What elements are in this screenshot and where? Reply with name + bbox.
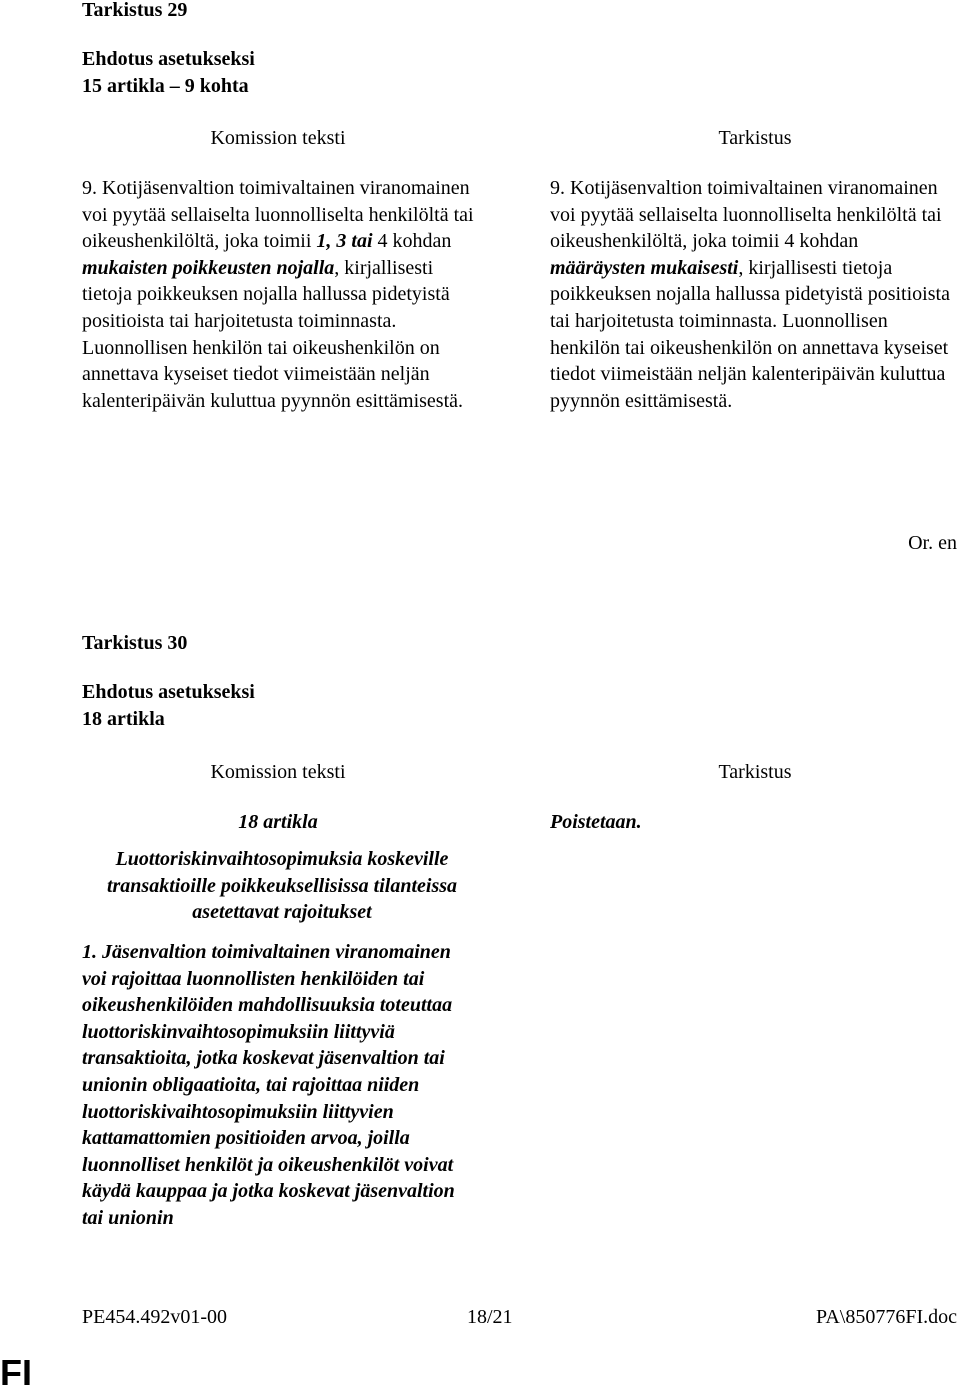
article-paragraph: 1. Jäsenvaltion toimivaltainen viranomainen voi rajoittaa luonnollisten henkilöiden tai oikeushenkilöiden mahdollisuuksia toteuttaa luottoriskinvaihtosopimuksiin liittyviä transaktioita, jotka koskevat jäsenvaltion tai unionin obligaatioita, tai rajoittaa niiden luottoriskivaihtosopimuksiin liittyvien kattamattomien positioiden arvoa, joilla luonnolliset henkilöt ja oikeushenkilöt voivat käydä kauppaa ja jotka koskevat jäsenvaltion tai unionin	[82, 941, 455, 1229]
page-number: 18/21	[467, 1306, 513, 1328]
commission-text-header: Komission teksti	[210, 761, 346, 783]
article-subtitle: Luottoriskinvaihtosopimuksia koskeville transaktioille poikkeuksellisissa tilanteissa asetettavat rajoitukset	[106, 848, 458, 924]
file-name: PA\850776FI.doc	[816, 1306, 957, 1328]
article-reference: 15 artikla – 9 kohta	[82, 75, 249, 97]
article-reference: 18 artikla	[82, 708, 165, 730]
amendment-header: Tarkistus	[718, 127, 792, 149]
deleted-marker: Poistetaan.	[550, 811, 642, 833]
amendment-30-heading: Tarkistus 30	[82, 632, 188, 654]
language-code: FI	[0, 1352, 32, 1393]
commission-text-header: Komission teksti	[210, 127, 346, 149]
proposal-label: Ehdotus asetukseksi	[82, 681, 255, 703]
article-title: 18 artikla	[238, 811, 318, 833]
commission-text-paragraph: 9. Kotijäsenvaltion toimivaltainen viranomainen voi pyytää sellaiselta luonnolliselta henkilöltä tai oikeushenkilöltä, joka toimii 1, 3 tai 4 kohdan mukaisten poikkeusten nojalla, kirjallisesti tietoja poikkeuksen nojalla hallussa pidetyistä positioista tai harjoitetusta toiminnasta. Luonnollisen henkilön tai oikeushenkilön on annettava kyseiset tiedot viimeistään neljän kalenteripäivän kuluttua pyynnön esittämisestä.	[82, 177, 474, 412]
amendment-text-paragraph: 9. Kotijäsenvaltion toimivaltainen viranomainen voi pyytää sellaiselta luonnolliselta henkilöltä tai oikeushenkilöltä, joka toimii 4 kohdan määräysten mukaisesti, kirjallisesti tietoja poikkeuksen nojalla hallussa pidetyistä positioista tai harjoitetusta toiminnasta. Luonnollisen henkilön tai oikeushenkilön on annettava kyseiset tiedot viimeistään neljän kalenteripäivän kuluttua pyynnön esittämisestä.	[550, 177, 950, 412]
amendment-header: Tarkistus	[718, 761, 792, 783]
proposal-label: Ehdotus asetukseksi	[82, 48, 255, 70]
document-reference: PE454.492v01-00	[82, 1306, 227, 1328]
amendment-29-heading: Tarkistus 29	[82, 0, 188, 21]
original-language: Or. en	[908, 532, 957, 554]
